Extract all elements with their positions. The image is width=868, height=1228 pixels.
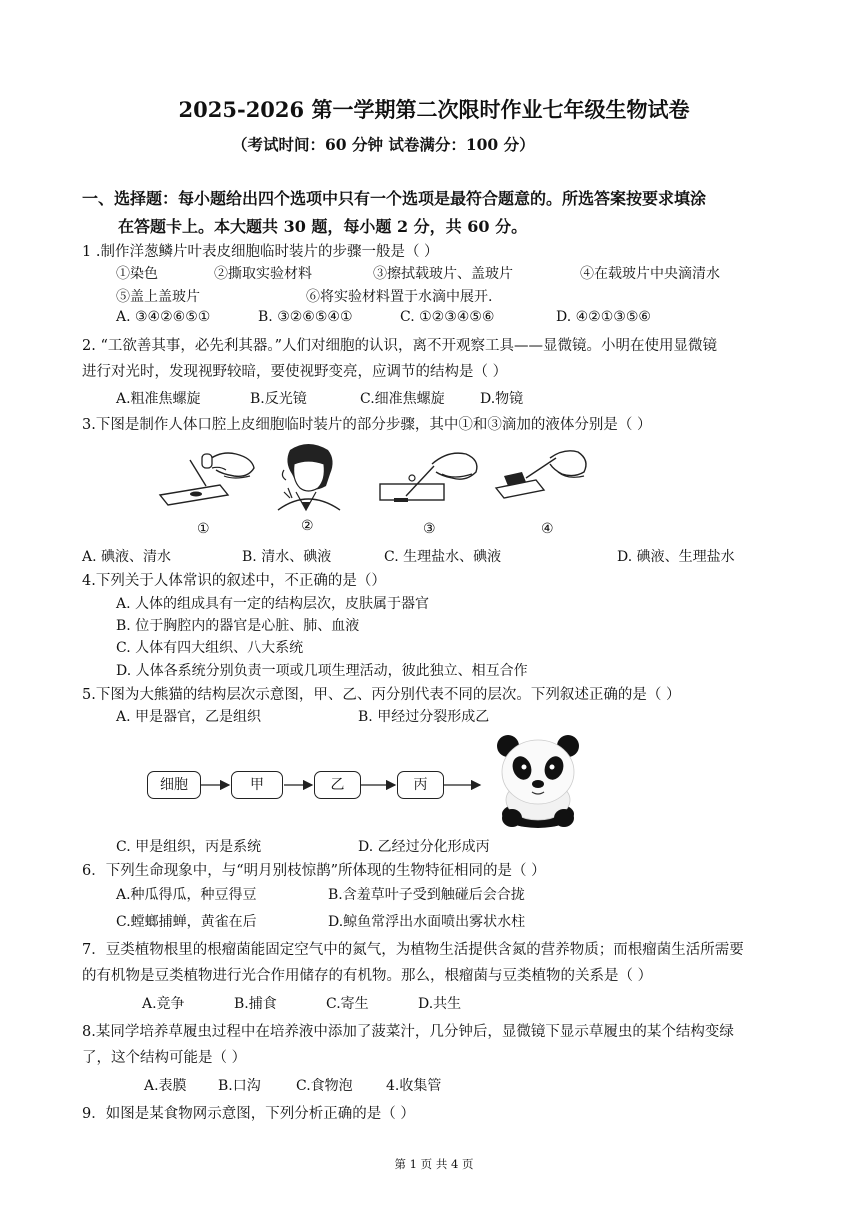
question-4-stem: 4.下列关于人体常识的叙述中，不正确的是（） xyxy=(82,573,386,589)
question-9-stem: 9．如图是某食物网示意图，下列分析正确的是（ ） xyxy=(82,1106,415,1122)
q8-option-d[interactable]: 4.收集管 xyxy=(386,1078,442,1094)
figure-label-3: ③ xyxy=(423,521,436,537)
q2-option-b[interactable]: B.反光镜 xyxy=(250,391,307,407)
q4-option-c[interactable]: C. 人体有四大组织、八大系统 xyxy=(116,640,304,656)
q1-option-d[interactable]: D. ④②①③⑤⑥ xyxy=(556,309,651,325)
q1-option-a[interactable]: A. ③④②⑥⑤① xyxy=(116,309,211,325)
page-number: 第 1 页 共 4 页 xyxy=(394,1157,474,1171)
question-7-stem: 7．豆类植物根里的根瘤菌能固定空气中的氮气，为植物生活提供含氮的营养物质；而根瘤菌生活所需要 xyxy=(82,942,744,958)
q2-option-a[interactable]: A.粗准焦螺旋 xyxy=(116,391,201,407)
q3-option-c[interactable]: C. 生理盐水、碘液 xyxy=(384,549,502,565)
q3-option-a[interactable]: A. 碘液、清水 xyxy=(82,549,172,565)
q6-option-b[interactable]: B.含羞草叶子受到触碰后会合拢 xyxy=(328,887,525,903)
figure-label-4: ④ xyxy=(541,521,554,537)
q1-step-1: ①染色 xyxy=(116,266,158,282)
q7-option-d[interactable]: D.共生 xyxy=(418,996,462,1012)
q4-option-b[interactable]: B. 位于胸腔内的器官是心脏、肺、血液 xyxy=(116,618,360,634)
q6-option-a[interactable]: A.种瓜得瓜，种豆得豆 xyxy=(116,887,257,903)
q1-step-6: ⑥将实验材料置于水滴中展开. xyxy=(306,289,493,305)
q5-option-d[interactable]: D. 乙经过分化形成丙 xyxy=(358,839,490,855)
question-1-stem: 1 .制作洋葱鳞片叶表皮细胞临时装片的步骤一般是（ ） xyxy=(82,244,439,260)
q4-option-d[interactable]: D. 人体各系统分别负责一项或几项生理活动，彼此独立、相互合作 xyxy=(116,663,528,679)
question-6-stem: 6．下列生命现象中，与“明月别枝惊鹊”所体现的生物特征相同的是（ ） xyxy=(82,863,546,879)
question-5-stem: 5.下图为大熊猫的结构层次示意图，甲、乙、丙分别代表不同的层次。下列叙述正确的是（ ） xyxy=(82,687,681,703)
q3-option-b[interactable]: B. 清水、碘液 xyxy=(242,549,332,565)
figure-label-2: ② xyxy=(301,518,314,534)
q3-option-d[interactable]: D. 碘液、生理盐水 xyxy=(617,549,735,565)
question-2-stem: 2. “工欲善其事，必先利其器。”人们对细胞的认识，离不开观察工具——显微镜。小明在使用显微镜 xyxy=(82,338,718,354)
exam-info: （考试时间：60 分钟 试卷满分：100 分） xyxy=(232,135,535,154)
q5-option-c[interactable]: C. 甲是组织，丙是系统 xyxy=(116,839,262,855)
q6-option-c[interactable]: C.螳螂捕蝉，黄雀在后 xyxy=(116,914,257,930)
q1-option-c[interactable]: C. ①②③④⑤⑥ xyxy=(400,309,495,325)
q8-option-c[interactable]: C.食物泡 xyxy=(296,1078,353,1094)
section-heading-cont: 在答题卡上。本大题共 30 题，每小题 2 分，共 60 分。 xyxy=(118,217,528,236)
q7-option-c[interactable]: C.寄生 xyxy=(326,996,369,1012)
flow-box-cell: 细胞 xyxy=(147,771,201,799)
panda-illustration xyxy=(488,734,588,834)
question-3-stem: 3.下图是制作人体口腔上皮细胞临时装片的部分步骤，其中①和③滴加的液体分别是（ ） xyxy=(82,417,652,433)
question-2-stem-cont: 进行对光时，发现视野较暗，要使视野变亮，应调节的结构是（ ） xyxy=(82,364,508,380)
q1-step-2: ②撕取实验材料 xyxy=(214,266,312,282)
question-8-stem: 8.某同学培养草履虫过程中在培养液中添加了菠菜汁，几分钟后，显微镜下显示草履虫的某个结构变绿 xyxy=(82,1024,734,1040)
q7-option-a[interactable]: A.竞争 xyxy=(142,996,185,1012)
figure-label-1: ① xyxy=(197,521,210,537)
page-title: 2025-2026 第一学期第二次限时作业七年级生物试卷 xyxy=(178,97,690,122)
q1-option-b[interactable]: B. ③②⑥⑤④① xyxy=(258,309,353,325)
q1-step-5: ⑤盖上盖玻片 xyxy=(116,289,200,305)
q1-step-3: ③擦拭载玻片、盖玻片 xyxy=(373,266,513,282)
question-7-stem-cont: 的有机物是豆类植物进行光合作用储存的有机物。那么，根瘤菌与豆类植物的关系是（ ） xyxy=(82,968,653,984)
q8-option-b[interactable]: B.口沟 xyxy=(218,1078,261,1094)
section-heading: 一、选择题：每小题给出四个选项中只有一个选项是最符合题意的。所选答案按要求填涂 xyxy=(82,189,707,208)
flow-box-yi: 乙 xyxy=(314,771,361,799)
q2-option-d[interactable]: D.物镜 xyxy=(480,391,524,407)
q7-option-b[interactable]: B.捕食 xyxy=(234,996,277,1012)
q8-option-a[interactable]: A.表膜 xyxy=(144,1078,187,1094)
q5-option-b[interactable]: B. 甲经过分裂形成乙 xyxy=(358,709,490,725)
q5-option-a[interactable]: A. 甲是器官，乙是组织 xyxy=(116,709,262,725)
q4-option-a[interactable]: A. 人体的组成具有一定的结构层次，皮肤属于器官 xyxy=(116,596,430,612)
flow-box-bing: 丙 xyxy=(397,771,444,799)
q2-option-c[interactable]: C.细准焦螺旋 xyxy=(360,391,445,407)
flow-box-jia: 甲 xyxy=(231,771,283,799)
q1-step-4: ④在载玻片中央滴清水 xyxy=(580,266,720,282)
question-8-stem-cont: 了，这个结构可能是（ ） xyxy=(82,1050,247,1066)
q6-option-d[interactable]: D.鲸鱼常浮出水面喷出雾状水柱 xyxy=(328,914,526,930)
